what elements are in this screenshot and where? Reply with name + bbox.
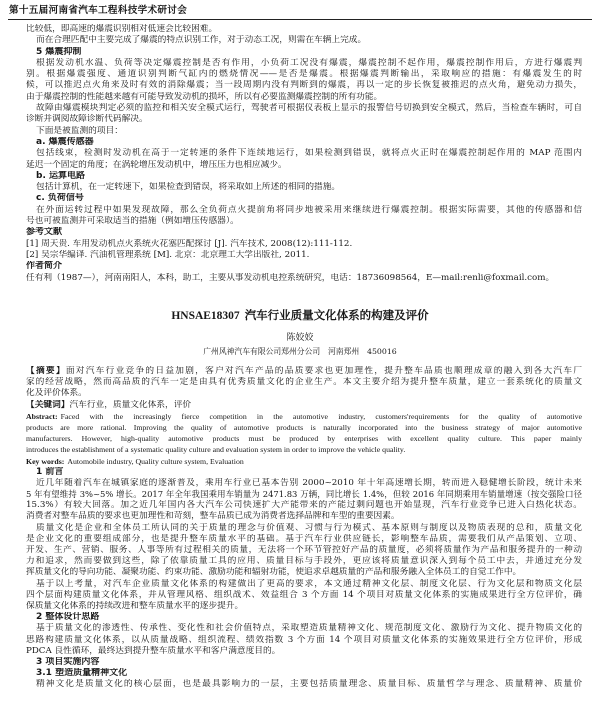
text-line: 思路构建质量文化体系，以从质量战略、组织流程、绩效指数 3 个方面 14 个项目对质量文化体系的实施效果进行全方位评价，形成 — [26, 634, 582, 645]
header-rule — [8, 19, 592, 20]
article-title-text: 汽车行业质量文化体系的构建及评价 — [244, 308, 429, 322]
article-body — [26, 366, 582, 690]
paragraph-item-b — [26, 182, 582, 193]
text-line: 15.3%）有较大回落。加之近几年国内各大汽车公司快速扩大产能带来的产能过剩问题也开始显现，汽车行业竞争已进入白热化状态。 — [26, 500, 582, 511]
paragraph — [26, 523, 582, 579]
text-line: products are more rational. Improving the quality of automotive products is naturally incorporated into the business strategy of major automotive — [26, 422, 582, 432]
article-title-block — [0, 308, 600, 357]
paragraph-item-c — [26, 205, 582, 228]
text-line: PDCA 良性循环，最终达到提升整车质量水平和客户满意度目的。 — [26, 645, 281, 656]
text-line: 而在合理匹配中主要完成了爆震的特点识别工作，对于动态工况，则需在车辆上完成。 — [36, 35, 367, 46]
item-heading: c. 负荷信号 — [36, 193, 84, 204]
paragraph — [26, 579, 582, 613]
text-line: 保质量文化体系的持续改进和整车质量水平的逐步提升。 — [26, 600, 244, 611]
article-title — [0, 308, 600, 323]
abstract-en — [26, 411, 582, 456]
author-bio-heading: 作者简介 — [26, 261, 63, 272]
paragraph — [26, 478, 582, 523]
article-code: HNSAE18307 — [171, 310, 240, 322]
paragraph-knock-control — [26, 58, 582, 103]
text-line: 化及评价体系。 — [26, 388, 87, 399]
paragraph — [26, 623, 582, 657]
reference-item: [1] 周天贵. 车用发动机点火系统火花塞匹配探讨 [J]. 汽车技术, 2008(12):111-112. — [26, 238, 353, 249]
text-line: 号也可被监测并可采取适当的措施（例如增压传感器）。 — [26, 216, 239, 227]
text-line: manufacturers. However, high-quality automotive products must be produced by enterprises with excellent quality culture. This paper mainly — [26, 434, 582, 444]
abstract-cn-label: 【摘要】 — [26, 366, 66, 376]
item-heading: a. 爆震传感器 — [36, 136, 94, 147]
keywords-cn — [26, 400, 582, 411]
text-line: 包括计算机，在一定转速下，如果检查到错误，将采取如上所述的相同的措施。 — [36, 182, 341, 193]
text-line: 四个层面构建质量文化体系，并从管理风格、组织战术、效益组合 3 个方面 14 个项目对质量文化体系的实施成果进行全方位评价，确 — [26, 589, 582, 600]
section-heading: 2 整体设计思路 — [36, 612, 100, 623]
keywords-en-label: Key words: — [26, 456, 65, 466]
keywords-cn-label: 【关键词】 — [26, 399, 70, 410]
text-line: 故障由爆震模块判定必须的监控和相关安全模式运行，驾驶者可根据仪表板上显示的报警信号切换到安全模式，然后，当检查车辆时，可自 — [36, 103, 582, 114]
text-line: 诊断并调阅故障诊断代码解决。 — [26, 114, 148, 125]
abstract-cn-text: 面对汽车行业竞争的日益加剧，客户对汽车产品的品质要求也更加理性，提升整车品质也顺理成章的融入到各大汽车厂 — [65, 366, 582, 376]
text-line — [26, 366, 582, 377]
text-line: 力和追求，然而要做到这些，除了依靠质量工具的应用、质量目标与手段外，更应该将质量意识深入到每个员工中去，并通过充分发 — [26, 556, 582, 567]
text-line: 近几年随着汽车在城镇家庭的逐渐普及，乘用车行业已基本告别 2000~2010 年十年高速增长期，转而进入稳健增长阶段，统计未来 — [36, 477, 582, 488]
paragraph-fault — [26, 103, 582, 126]
text-line: 5 年有望维持 3%~5% 增长。2017 年全年我国乘用车销量为 2471.83 万辆，同比增长 1.4%，但较 2016 年同期乘用车销量增速（按交强险口径 — [26, 489, 582, 500]
abstract-cn — [26, 366, 582, 400]
text-line: 包括线束，检测时发动机在高于一定转速的条件下连续地运行，如果检测到错误，就将点火正时在爆震控制起作用的 MAP 范围内 — [36, 148, 582, 159]
references-heading: 参考文献 — [26, 227, 63, 238]
text-line: 基于以上考量，对汽车企业质量文化体系的构建做出了更高的要求，本文通过精神文化层、制度文化层、行为文化层和物质文化层 — [36, 578, 582, 589]
text-line: 比较低，即高速的爆震识别相对低速会比较困难。 — [26, 24, 218, 34]
keywords-en-text: Automobile industry, Quality culture system, Evaluation — [67, 456, 244, 466]
text-line: introduces the establishment of a systematic quality culture and evaluation system in order to improve the vehicle quality. — [26, 445, 406, 455]
paragraph — [26, 679, 582, 690]
text-line: 候，可以推迟点火角来及时有效的消除爆震；当一段周期内没有判断到的爆震，再以一定的步长恢复被推迟的点火角，避免动力损失， — [26, 80, 582, 91]
text-line: 在外面运转过程中如果发现故障，那么全负荷点火提前角将同步地被采用来继续进行爆震控制。根据实际需要，其他的传感器和信 — [36, 204, 582, 215]
text-line: 家的经营战略，然而高品质的汽车一定是由具有优秀质量文化的企业生产。本文主要介绍为提升整车质量，建立一套系统化的质量文 — [26, 377, 582, 388]
text-line: 精神文化是质量文化的核心层面，也是最具影响力的一层，主要包括质量理念、质量目标、质量哲学与理念、质量精神、质量价 — [36, 679, 582, 690]
text-line: 消费者对整车品质的要求也更加理性和苛刻，整车品质已成为消费者选择品牌和车型的重要因素。 — [26, 511, 400, 522]
text-line: 别。根据爆震强度、通道识别判断气缸内的燃烧情况——是否是爆震。根据爆震判断输出，采取响应的措施：有爆震发生的时 — [26, 69, 582, 80]
keywords-cn-text: 汽车行业，质量文化体系，评价 — [69, 399, 192, 410]
subsection-heading: 3.1 塑造质量精神文化 — [36, 668, 128, 679]
text-line: 是企业文化的重要组成部分，也是提升整车质量水平的基础。基于汽车行业供应链长，影响整车品质，需要我们从产品策划、立项、 — [26, 533, 582, 544]
article-author: 陈姣姣 — [286, 333, 314, 343]
text-line: 质量文化是企业和全体员工所认同的关于质量的理念与价值观、习惯与行为模式、基本原则与制度以及物质表现的总和，质量文化 — [36, 522, 582, 533]
reference-item: [2] 吴宗华编译. 汽油机管理系统 [M]. 北京：北京理工大学出版社, 2011. — [26, 249, 310, 260]
section-heading: 1 前言 — [36, 466, 64, 477]
conference-header: 第十五届河南省汽车工程科技学术研讨会 — [9, 5, 188, 16]
text-line: 根据发动机水温、负荷等决定爆震控制是否有作用，小负荷工况没有爆震，爆震控制不起作用，爆震控制作用后，方进行爆震判 — [36, 57, 582, 68]
item-heading: b. 运算电路 — [36, 170, 85, 181]
reference-list — [26, 239, 582, 262]
text-line: 下面是被监测的项目： — [36, 125, 123, 136]
text-line: 基于质量文化的渗透性、传承性、变化性和社会价值特点，采取塑造质量精神文化、规范制度文化、激励行为文化、提升物质文化的 — [36, 623, 582, 634]
abstract-en-text: Faced with the increasingly fierce competition in the automotive industry, customers'requirements for the quality of automotive — [60, 411, 582, 421]
paragraph-item-a — [26, 148, 582, 171]
previous-article-tail — [26, 24, 582, 284]
article-affiliation: 广州风神汽车有限公司郑州分公司 河南郑州 450016 — [203, 347, 397, 356]
section-heading: 5 爆震抑制 — [36, 46, 82, 57]
text-line: 开发、生产、营销、服务、人事等所有过程相关的质量，无法将一个环节管控好产品的质量度，必须将质量作为产品和服务提升的一种动 — [26, 545, 582, 555]
section-heading: 3 项目实施内容 — [36, 656, 100, 667]
author-bio-text: 任有利（1987—），河南南阳人，本科，助工，主要从事发动机电控系统研究，电话：18736098564，E—mail:renli@foxmail.com。 — [26, 272, 555, 283]
text-line: 延迟一个固定的角度；在涡轮增压发动机中，增压压力也相应减少。 — [26, 159, 287, 170]
abstract-en-label: Abstract: — [26, 411, 58, 421]
keywords-en — [26, 456, 582, 467]
text-line: 由于爆震控制的性能越来越有可能导致发动机的损坏，所以有必要监测爆震控制的所有功能。 — [26, 91, 383, 102]
text-line — [26, 411, 582, 422]
text-line: 挥质量文化的导向功能、凝聚功能、约束功能、激励功能和辐射功能，使追求卓越质量的产品和服务融入全体员工的自觉工作中。 — [26, 567, 522, 578]
